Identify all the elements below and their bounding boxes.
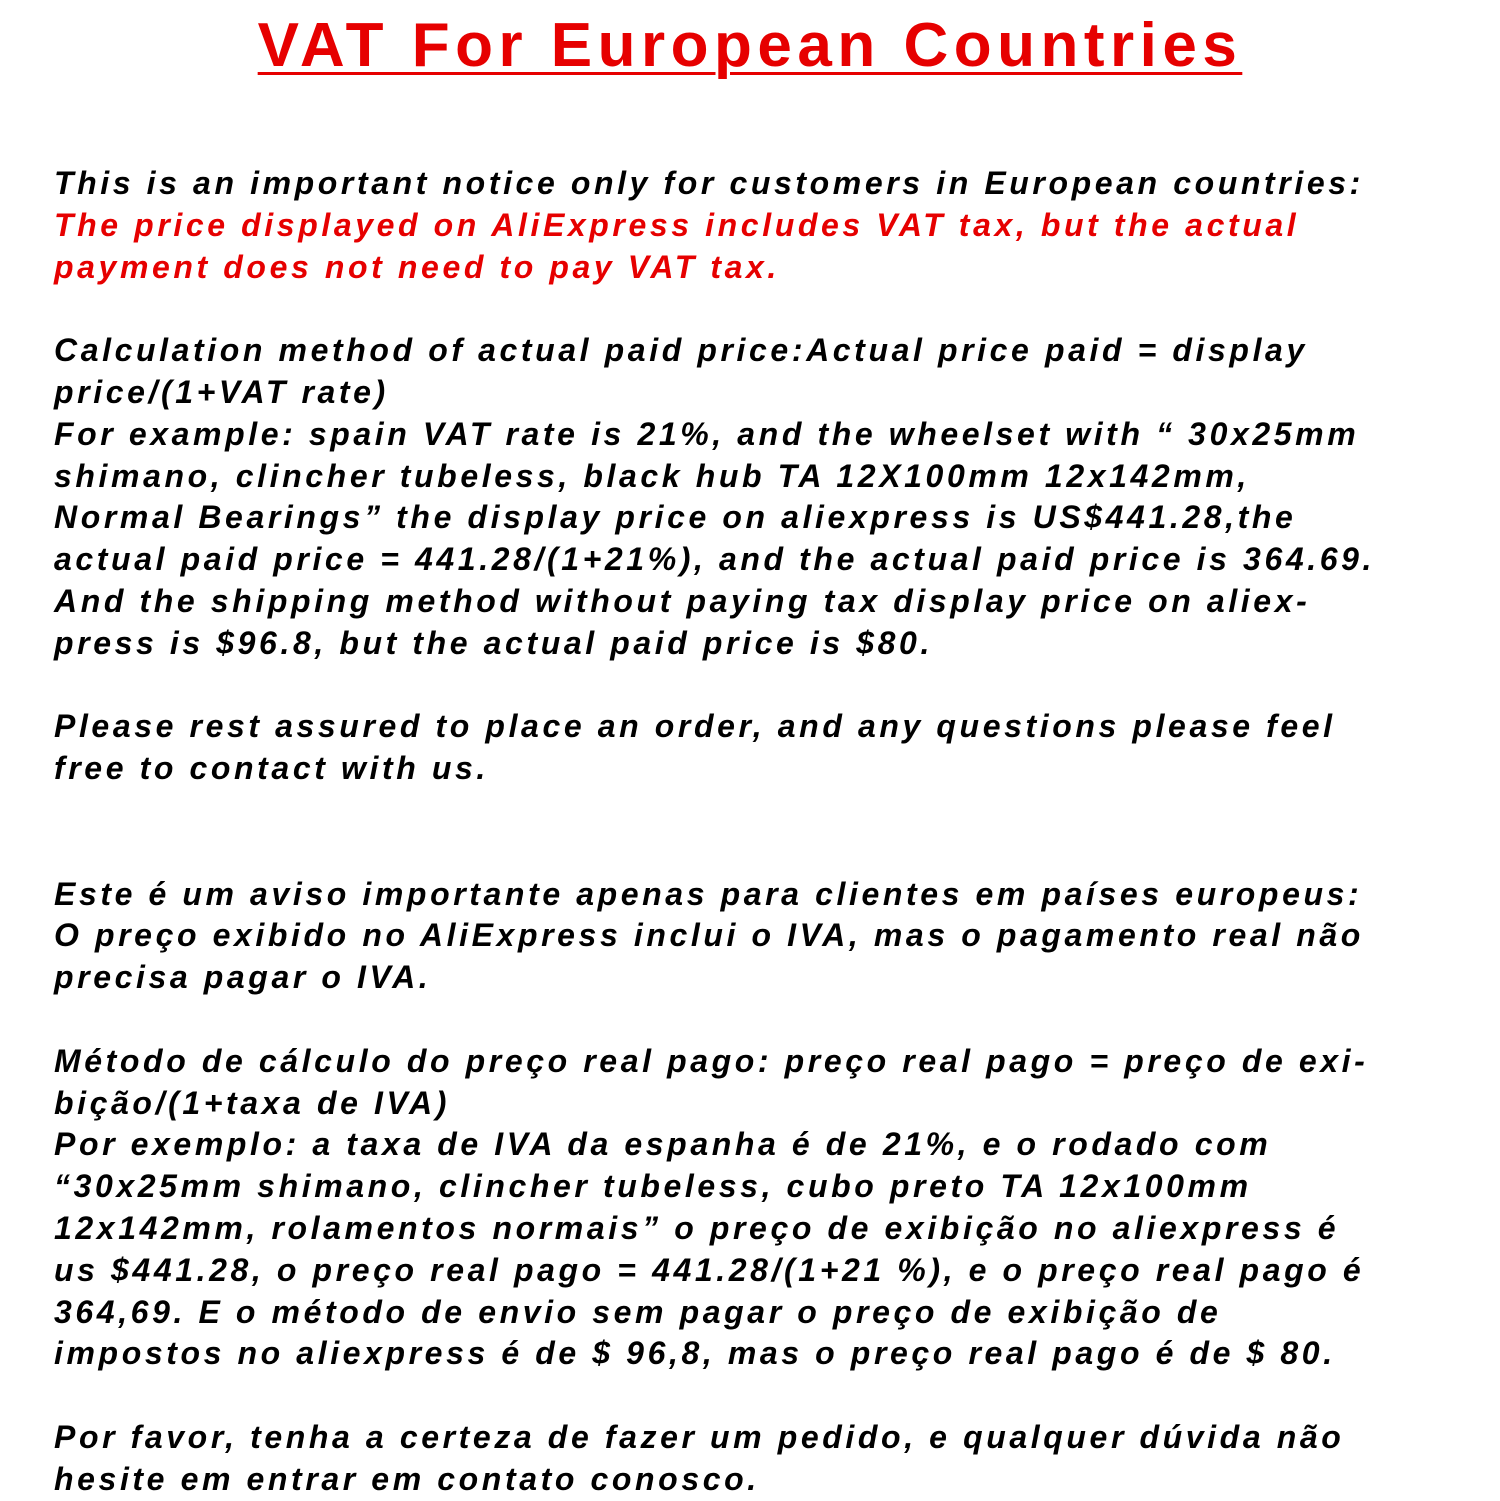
english-intro: This is an important notice only for customers in European countries: (54, 165, 1364, 201)
portuguese-intro: Este é um aviso importante apenas para clientes em países europeus: (54, 875, 1363, 912)
english-vat-notice-line-1: The price displayed on AliExpress includes VAT tax, but the actual (54, 206, 1300, 243)
portuguese-vat-notice-line-1: O preço exibido no AliExpress inclui o IVA, mas o pagamento real não (54, 917, 1364, 954)
portuguese-example-line-5: 364,69. E o método de envio sem pagar o preço de exibição de (54, 1293, 1222, 1330)
english-example-line-1: For example: spain VAT rate is 21%, and the wheelset with “ 30x25mm (54, 415, 1360, 452)
spacer (54, 832, 1474, 874)
english-calculation-line-2: price/(1+VAT rate) (54, 373, 389, 410)
portuguese-vat-notice-line-2: precisa pagar o IVA. (54, 959, 432, 996)
portuguese-calculation-line-2: bição/(1+taxa de IVA) (54, 1084, 451, 1121)
notice-body (54, 163, 1474, 1501)
portuguese-closing-line-1: Por favor, tenha a certeza de fazer um pedido, e qualquer dúvida não (54, 1418, 1345, 1455)
english-example-line-3: Normal Bearings” the display price on aliexpress is US$441.28,the (54, 499, 1297, 536)
page-title: VAT For European Countries (257, 11, 1243, 80)
english-shipping-line-2: press is $96.8, but the actual paid price is $80. (54, 624, 933, 661)
english-closing-line-2: free to contact with us. (54, 750, 489, 787)
portuguese-example-line-4: us $441.28, o preço real pago = 441.28/(1+21 %), e o preço real pago é (54, 1251, 1365, 1288)
english-closing-line-1: Please rest assured to place an order, and any questions please feel (54, 708, 1336, 745)
spacer (54, 1375, 1474, 1417)
portuguese-example-line-3: 12x142mm, rolamentos normais” o preço de exibição no aliexpress é (54, 1209, 1340, 1246)
english-calculation-line-1: Calculation method of actual paid price:Actual price paid = display (54, 332, 1308, 369)
portuguese-example-line-6: impostos no aliexpress é de $ 96,8, mas o preço real pago é de $ 80. (54, 1335, 1336, 1372)
portuguese-calculation-line-1: Método de cálculo do preço real pago: preço real pago = preço de exi- (54, 1042, 1369, 1079)
english-example-line-2: shimano, clincher tubeless, black hub TA 12X100mm 12x142mm, (54, 457, 1250, 494)
portuguese-example-line-2: “30x25mm shimano, clincher tubeless, cubo preto TA 12x100mm (54, 1168, 1252, 1205)
spacer (54, 288, 1474, 330)
portuguese-closing-line-2: hesite em entrar em contato conosco. (54, 1460, 760, 1497)
english-example-line-4: actual paid price = 441.28/(1+21%), and the actual paid price is 364.69. (54, 541, 1376, 578)
english-shipping-line-1: And the shipping method without paying tax display price on aliex- (54, 582, 1311, 619)
english-vat-notice-line-2: payment does not need to pay VAT tax. (54, 248, 780, 285)
spacer (54, 790, 1474, 832)
spacer (54, 665, 1474, 707)
portuguese-example-line-1: Por exemplo: a taxa de IVA da espanha é de 21%, e o rodado com (54, 1126, 1272, 1163)
spacer (54, 999, 1474, 1041)
